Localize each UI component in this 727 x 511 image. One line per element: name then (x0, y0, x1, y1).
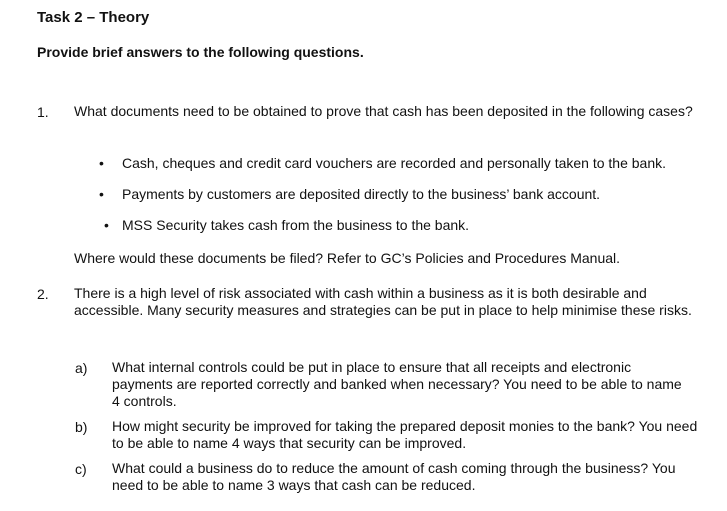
subquestion-a-label: a) (75, 360, 88, 376)
question-1-text: What documents need to be obtained to prove that cash has been deposited in the following cases? (74, 103, 693, 119)
bullet-icon: • (104, 217, 109, 233)
subquestion-c-text: What could a business do to reduce the amount of cash coming through the business? You need to be able to name 3 ways that cash can be reduced. (112, 460, 676, 493)
bullet-icon: • (99, 155, 104, 171)
question-1-bullet-3: MSS Security takes cash from the business to the bank. (122, 217, 470, 233)
subquestion-b-label: b) (75, 419, 88, 435)
instructions: Provide brief answers to the following questions. (37, 44, 364, 60)
page-title: Task 2 – Theory (37, 9, 150, 26)
question-2-text: There is a high level of risk associated with cash within a business as it is both desirable and accessible. Many security measures and strategies can be put in place to help minimise these risks. (74, 285, 692, 318)
question-1-bullet-1: Cash, cheques and credit card vouchers are recorded and personally taken to the bank. (122, 155, 666, 171)
question-2-number: 2. (37, 286, 49, 302)
question-1-number: 1. (37, 104, 49, 120)
subquestion-a-text: What internal controls could be put in place to ensure that all receipts and electronic payments are reported correctly and banked when necessary? You need to be able to name 4 controls. (112, 359, 682, 409)
bullet-icon: • (99, 186, 104, 202)
subquestion-c-label: c) (75, 461, 87, 477)
subquestion-b-text: How might security be improved for taking the prepared deposit monies to the bank? You need to be able to name 4 ways that security can be improved. (112, 418, 698, 451)
question-1-followup: Where would these documents be filed? Refer to GC’s Policies and Procedures Manual. (74, 250, 621, 266)
question-1-bullet-2: Payments by customers are deposited directly to the business’ bank account. (122, 186, 601, 202)
